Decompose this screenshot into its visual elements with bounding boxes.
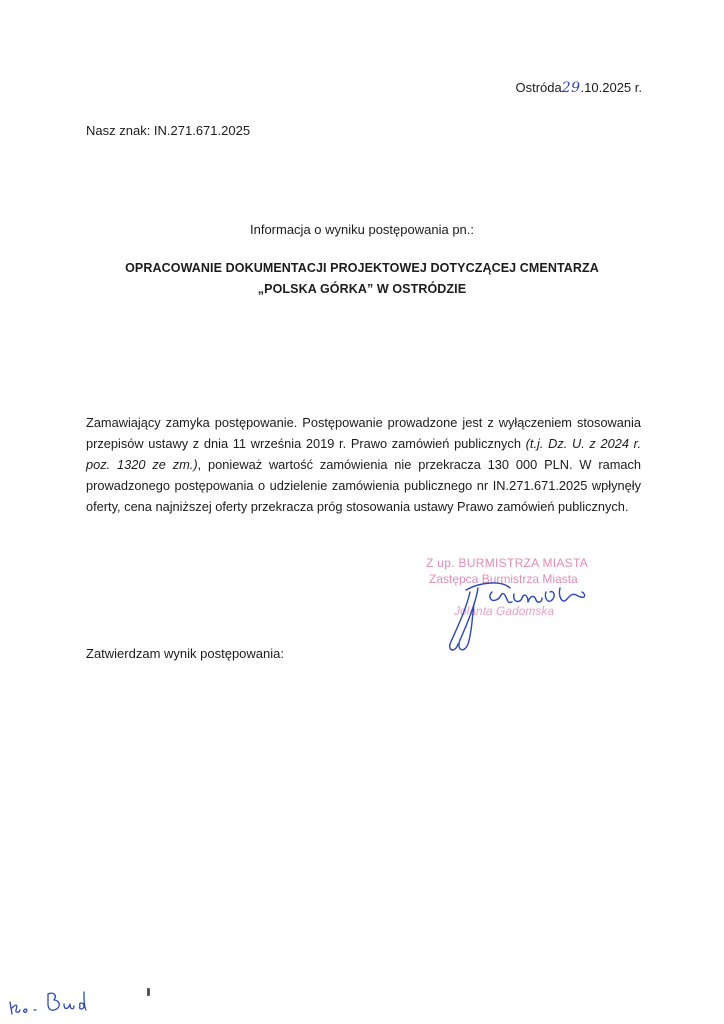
stamp-line-3: Jolanta Gadomska	[454, 604, 555, 618]
approval-line: Zatwierdzam wynik postępowania:	[86, 646, 284, 661]
info-heading-text: Informacja o wyniku postępowania pn.:	[249, 222, 474, 237]
info-heading	[0, 222, 724, 237]
body-part-1: Zamawiający zamyka postępowanie. Postępowanie prowadzone jest z wyłączeniem stosowania przepisów ustawy z dnia 11 września 2019 r. Prawo zamówień publicznych	[86, 415, 641, 451]
scan-speck	[147, 988, 150, 996]
body-part-3: , ponieważ wartość zamówienia nie przekracza 130 000 PLN. W ramach prowadzonego postępowania o udzielenie zamówienia publicznego nr IN.271.671.2025 wpłynęły oferty, cena najniższej oferty przekracza próg stosowania ustawy Prawo zamówień publicznych.	[86, 457, 641, 514]
title-line-1: OPRACOWANIE DOKUMENTACJI PROJEKTOWEJ DOTYCZĄCEJ CMENTARZA	[125, 261, 599, 275]
handwritten-note-icon	[8, 988, 128, 1018]
stamp-line-1: Z up. BURMISTRZA MIASTA	[426, 556, 589, 570]
document-title	[0, 258, 724, 300]
date-line	[515, 80, 642, 96]
reference-number: Nasz znak: IN.271.671.2025	[86, 123, 251, 138]
date-day-handwritten: 29	[561, 80, 581, 96]
official-stamp	[410, 552, 610, 662]
body-paragraph	[86, 412, 641, 517]
stamp-line-2: Zastępca Burmistrza Miasta	[429, 572, 578, 586]
date-suffix: .10.2025 r.	[580, 80, 642, 95]
signature-icon	[410, 552, 610, 662]
title-line-2: „POLSKA GÓRKA” W OSTRÓDZIE	[257, 282, 467, 296]
body-legal-citation: (t.j. Dz. U. z 2024 r. poz. 1320 ze zm.)	[86, 436, 641, 472]
date-prefix: Ostróda	[515, 80, 562, 95]
